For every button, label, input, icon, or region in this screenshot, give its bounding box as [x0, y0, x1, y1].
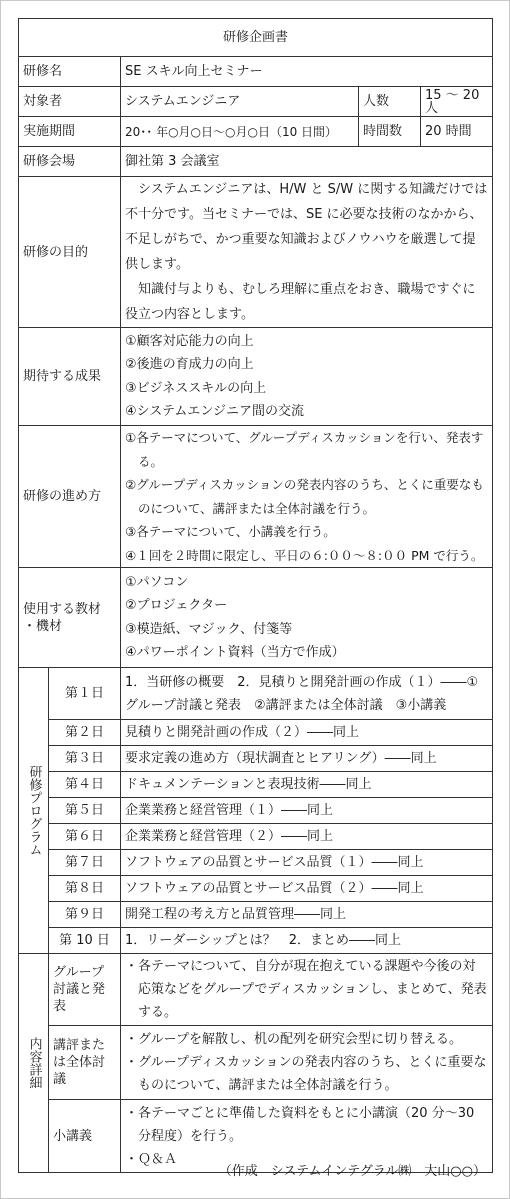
- period-label: 実施期間: [19, 117, 121, 147]
- detail-group-body: [121, 1026, 493, 1100]
- program-content: ドキュメンテーションと表現技術――同上: [121, 772, 493, 798]
- outcomes-list: [121, 328, 493, 426]
- method-item: ③各テーマについて、小講義を行う。: [125, 524, 336, 539]
- method-label: 研修の進め方: [19, 426, 121, 568]
- bullet-mark: ・: [125, 1032, 139, 1047]
- program-day: 第４日: [49, 772, 121, 798]
- program-content: 要求定義の進め方（現状調査とヒアリング）――同上: [121, 746, 493, 772]
- outcome-item: ④システムエンジニア間の交流: [125, 404, 305, 419]
- name-label: 研修名: [19, 57, 121, 87]
- detail-group-name: グループ討議と発表: [49, 954, 121, 1026]
- material-item: ③模造紙、マジック、付箋等: [125, 621, 293, 637]
- program-content: ソフトウェアの品質とサービス品質（２）――同上: [121, 876, 493, 902]
- bullet-mark: ・: [125, 1055, 139, 1070]
- audience-value: システムエンジニア: [121, 87, 359, 117]
- detail-group-name: 講評または全体討議: [49, 1026, 121, 1100]
- method-item: ④１回を２時間に限定し、平日の６:００～８:００ PM で行う。: [125, 547, 484, 563]
- document-title: 研修企画書: [19, 19, 493, 57]
- detail-bullet: グループディスカッションの発表内容のうち、とくに重要なものについて、講評または全体討議を行う。: [138, 1055, 487, 1093]
- outcome-item: ③ビジネススキルの向上: [125, 380, 267, 396]
- method-list: [121, 426, 493, 568]
- bullet-mark: ・: [125, 1151, 139, 1167]
- name-value: SE スキル向上セミナー: [121, 57, 493, 87]
- count-value: 15 ～ 20 人: [421, 87, 493, 117]
- details-section: [19, 954, 49, 1173]
- program-label: 研修プログラム: [26, 765, 42, 856]
- program-day: 第６日: [49, 824, 121, 850]
- detail-bullet: 各テーマごとに準備した資料をもとに小講演（20 分～30 分程度）を行う。: [138, 1105, 475, 1144]
- program-content: 企業業務と経営管理（２）――同上: [121, 824, 493, 850]
- program-content: 1．リーダーシップとは？ 2．まとめ――同上: [121, 928, 493, 954]
- detail-bullet: グループを解散し、机の配列を研究会型に切り替える。: [138, 1032, 462, 1047]
- materials-label: 使用する教材 ・機材: [19, 568, 121, 668]
- program-day: 第１日: [49, 668, 121, 720]
- purpose-text: システムエンジニアは、H/W と S/W に関する知識だけでは不十分です。当セミナーでは、SE に必要な技術のなかから、不足しがちで、かつ重要な知識およびノウハウを厳選して提供します。 知識付与よりも、むしろ理解に重点をおき、職場ですぐに役立つ内容とします。: [121, 177, 493, 328]
- material-item: ②プロジェクター: [125, 598, 228, 613]
- detail-group-name: 小講義: [49, 1100, 121, 1173]
- audience-label: 対象者: [19, 87, 121, 117]
- program-content: 1．当研修の概要 2．見積りと開発計画の作成（１）――①グループ討議と発表 ②講評または全体討議 ③小講義: [121, 668, 493, 720]
- detail-bullet: 各テーマについて、自分が現在抱えている課題や今後の対応策などをグループでディスカッションし、まとめて、発表する。: [138, 959, 487, 1020]
- author-credit: （作成 システムインテグラル㈱ 大山○○）: [218, 1164, 486, 1179]
- detail-bullet: Ｑ＆Ａ: [138, 1151, 178, 1167]
- program-section: [19, 668, 49, 954]
- program-day: 第３日: [49, 746, 121, 772]
- outcome-item: ②後進の育成力の向上: [125, 357, 254, 372]
- venue-value: 御社第 3 会議室: [121, 147, 493, 177]
- purpose-label: 研修の目的: [19, 177, 121, 328]
- venue-label: 研修会場: [19, 147, 121, 177]
- bullet-mark: ・: [125, 959, 139, 974]
- bullet-mark: ・: [125, 1105, 139, 1121]
- detail-group-body: [121, 954, 493, 1026]
- method-item: ②グループディスカッションの発表内容のうち、とくに重要なものについて、講評または全体討議を行う。: [125, 477, 484, 516]
- program-day: 第５日: [49, 798, 121, 824]
- training-plan-table: [18, 18, 493, 1173]
- count-label: 人数: [359, 87, 421, 117]
- program-day: 第２日: [49, 720, 121, 746]
- program-day: 第９日: [49, 902, 121, 928]
- program-content: 開発工程の考え方と品質管理――同上: [121, 902, 493, 928]
- hours-value: 20 時間: [421, 117, 493, 147]
- materials-list: [121, 568, 493, 668]
- material-item: ④パワーポイント資料（当方で作成）: [125, 645, 345, 660]
- hours-label: 時間数: [359, 117, 421, 147]
- program-day: 第 10 日: [49, 928, 121, 954]
- details-label: 内容詳細: [26, 1037, 42, 1089]
- outcomes-label: 期待する成果: [19, 328, 121, 426]
- method-item: ①各テーマについて、グループディスカッションを行い、発表する。: [125, 430, 484, 469]
- outcome-item: ①顧客対応能力の向上: [125, 333, 254, 349]
- program-day: 第７日: [49, 850, 121, 876]
- material-item: ①パソコン: [125, 574, 189, 590]
- program-content: 見積りと開発計画の作成（２）――同上: [121, 720, 493, 746]
- program-content: 企業業務と経営管理（１）――同上: [121, 798, 493, 824]
- program-content: ソフトウェアの品質とサービス品質（１）――同上: [121, 850, 493, 876]
- program-day: 第８日: [49, 876, 121, 902]
- period-value: 20･･ 年○月○日～○月○日（10 日間）: [121, 117, 359, 147]
